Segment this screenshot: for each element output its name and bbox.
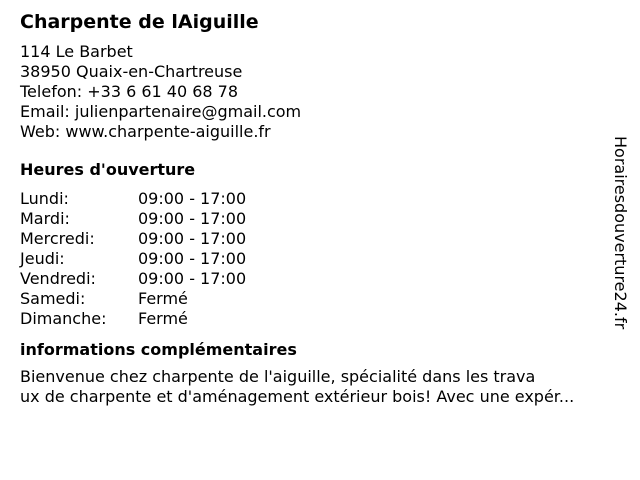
hours-time: Fermé (138, 289, 188, 308)
hours-row (20, 249, 610, 269)
hours-time: 09:00 - 17:00 (138, 209, 247, 228)
phone-number: Telefon: +33 6 61 40 68 78 (20, 82, 239, 101)
email-address: Email: julienpartenaire@gmail.com (20, 102, 302, 121)
hours-row (20, 189, 610, 209)
additional-info-heading: informations complémentaires (20, 340, 297, 359)
additional-info-text (20, 367, 620, 407)
hours-row (20, 269, 610, 289)
hours-day: Mardi: (20, 209, 70, 228)
hours-time: 09:00 - 17:00 (138, 249, 247, 268)
hours-row (20, 229, 610, 249)
hours-day: Samedi: (20, 289, 86, 308)
hours-day: Jeudi: (20, 249, 65, 268)
opening-hours-table (20, 189, 610, 329)
hours-row (20, 309, 610, 329)
address-street: 114 Le Barbet (20, 42, 133, 61)
business-name: Charpente de lAiguille (20, 11, 259, 33)
additional-info-line: ux de charpente et d'aménagement extérieur bois! Avec une expér... (20, 387, 575, 406)
business-card (20, 9, 610, 407)
website-address: Web: www.charpente-aiguille.fr (20, 122, 271, 141)
hours-time: 09:00 - 17:00 (138, 189, 247, 208)
hours-row (20, 289, 610, 309)
hours-time: 09:00 - 17:00 (138, 269, 247, 288)
opening-hours-heading: Heures d'ouverture (20, 160, 196, 179)
address-city: 38950 Quaix-en-Chartreuse (20, 62, 243, 81)
hours-time: Fermé (138, 309, 188, 328)
hours-day: Lundi: (20, 189, 69, 208)
hours-time: 09:00 - 17:00 (138, 229, 247, 248)
site-watermark: Horairesdouverture24.fr (611, 136, 630, 330)
additional-info-line: Bienvenue chez charpente de l'aiguille, spécialité dans les trava (20, 367, 536, 386)
hours-row (20, 209, 610, 229)
hours-day: Mercredi: (20, 229, 95, 248)
hours-day: Dimanche: (20, 309, 107, 328)
hours-day: Vendredi: (20, 269, 96, 288)
